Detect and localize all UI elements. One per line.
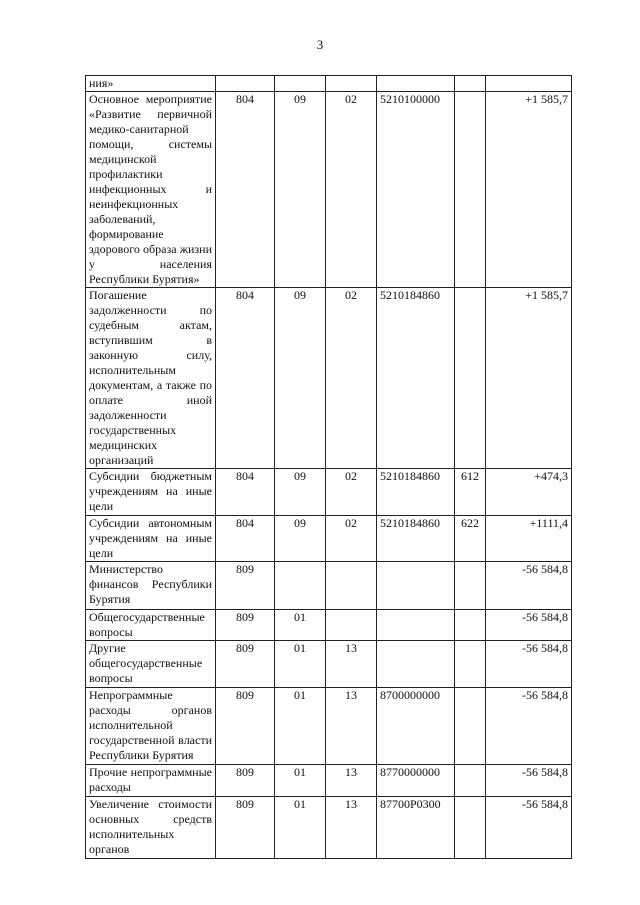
table-row: [86, 562, 572, 610]
row-gr: 809: [216, 688, 275, 765]
row-vr: 612: [455, 469, 486, 516]
row-pr: 13: [326, 765, 377, 797]
table-row: [86, 76, 572, 92]
row-cs: [377, 562, 455, 610]
row-vr: [455, 288, 486, 469]
row-name: Субсидии автономным учреждениям на иные цели: [86, 516, 216, 562]
row-cs: [377, 641, 455, 688]
row-sum: +1 585,7: [486, 288, 572, 469]
row-vr: [455, 76, 486, 92]
row-rz: [275, 562, 326, 610]
page-number: 3: [316, 37, 324, 52]
row-pr: [326, 610, 377, 641]
row-pr: 13: [326, 688, 377, 765]
row-gr: 809: [216, 641, 275, 688]
table-row: [86, 797, 572, 859]
row-gr: [216, 76, 275, 92]
table-row: [86, 92, 572, 288]
table-row: [86, 765, 572, 797]
row-name: Министерство финансов Республики Бурятия: [86, 562, 216, 610]
row-pr: 02: [326, 516, 377, 562]
row-cs: 8770000000: [377, 765, 455, 797]
row-gr: 809: [216, 765, 275, 797]
table-row: [86, 641, 572, 688]
row-cs: [377, 610, 455, 641]
row-rz: [275, 76, 326, 92]
row-rz: 01: [275, 641, 326, 688]
row-rz: 01: [275, 765, 326, 797]
row-vr: [455, 797, 486, 859]
row-name: ния»: [86, 76, 216, 92]
row-name: Основное мероприятие «Развитие первичной медико-санитарной помощи, системы медицинской профилактики инфекционных и неинфекционных заболеваний, формирование здорового образа жизни у населения Республики Бурятия»: [86, 92, 216, 288]
row-rz: 09: [275, 469, 326, 516]
row-cs: 5210184860: [377, 516, 455, 562]
row-pr: 13: [326, 641, 377, 688]
row-cs: 5210184860: [377, 469, 455, 516]
row-rz: 09: [275, 288, 326, 469]
row-sum: -56 584,8: [486, 562, 572, 610]
table-row: [86, 288, 572, 469]
row-pr: [326, 76, 377, 92]
row-vr: [455, 765, 486, 797]
row-sum: +1111,4: [486, 516, 572, 562]
row-gr: 809: [216, 562, 275, 610]
row-rz: 09: [275, 92, 326, 288]
row-gr: 804: [216, 92, 275, 288]
row-name: Прочие непрограммные расходы: [86, 765, 216, 797]
row-pr: 02: [326, 92, 377, 288]
row-rz: 01: [275, 688, 326, 765]
row-rz: 09: [275, 516, 326, 562]
row-cs: 5210184860: [377, 288, 455, 469]
row-cs: 5210100000: [377, 92, 455, 288]
row-gr: 804: [216, 469, 275, 516]
row-pr: [326, 562, 377, 610]
row-gr: 804: [216, 288, 275, 469]
budget-table: [85, 75, 572, 859]
row-pr: 13: [326, 797, 377, 859]
row-vr: [455, 688, 486, 765]
row-vr: [455, 610, 486, 641]
row-sum: -56 584,8: [486, 765, 572, 797]
row-cs: 87700Р0300: [377, 797, 455, 859]
row-sum: +1 585,7: [486, 92, 572, 288]
row-cs: 8700000000: [377, 688, 455, 765]
row-gr: 804: [216, 516, 275, 562]
row-sum: -56 584,8: [486, 797, 572, 859]
table-row: [86, 610, 572, 641]
row-gr: 809: [216, 797, 275, 859]
row-vr: [455, 641, 486, 688]
row-vr: [455, 92, 486, 288]
row-sum: [486, 76, 572, 92]
row-sum: -56 584,8: [486, 641, 572, 688]
row-pr: 02: [326, 469, 377, 516]
table-row: [86, 688, 572, 765]
row-vr: [455, 562, 486, 610]
row-pr: 02: [326, 288, 377, 469]
row-sum: -56 584,8: [486, 688, 572, 765]
row-name: Увеличение стоимости основных средств исполнительных органов: [86, 797, 216, 859]
row-rz: 01: [275, 797, 326, 859]
row-name: Другие общегосударственные вопросы: [86, 641, 216, 688]
row-sum: -56 584,8: [486, 610, 572, 641]
row-cs: [377, 76, 455, 92]
row-name: Непрограммные расходы органов исполнительной государственной власти Республики Бурятия: [86, 688, 216, 765]
row-sum: +474,3: [486, 469, 572, 516]
row-name: Общегосударственные вопросы: [86, 610, 216, 641]
table-row: [86, 516, 572, 562]
row-vr: 622: [455, 516, 486, 562]
row-gr: 809: [216, 610, 275, 641]
row-name: Погашение задолженности по судебным актам, вступившим в законную силу, исполнительным документам, а также по оплате иной задолженности государственных медицинских организаций: [86, 288, 216, 469]
row-rz: 01: [275, 610, 326, 641]
row-name: Субсидии бюджетным учреждениям на иные цели: [86, 469, 216, 516]
table-row: [86, 469, 572, 516]
